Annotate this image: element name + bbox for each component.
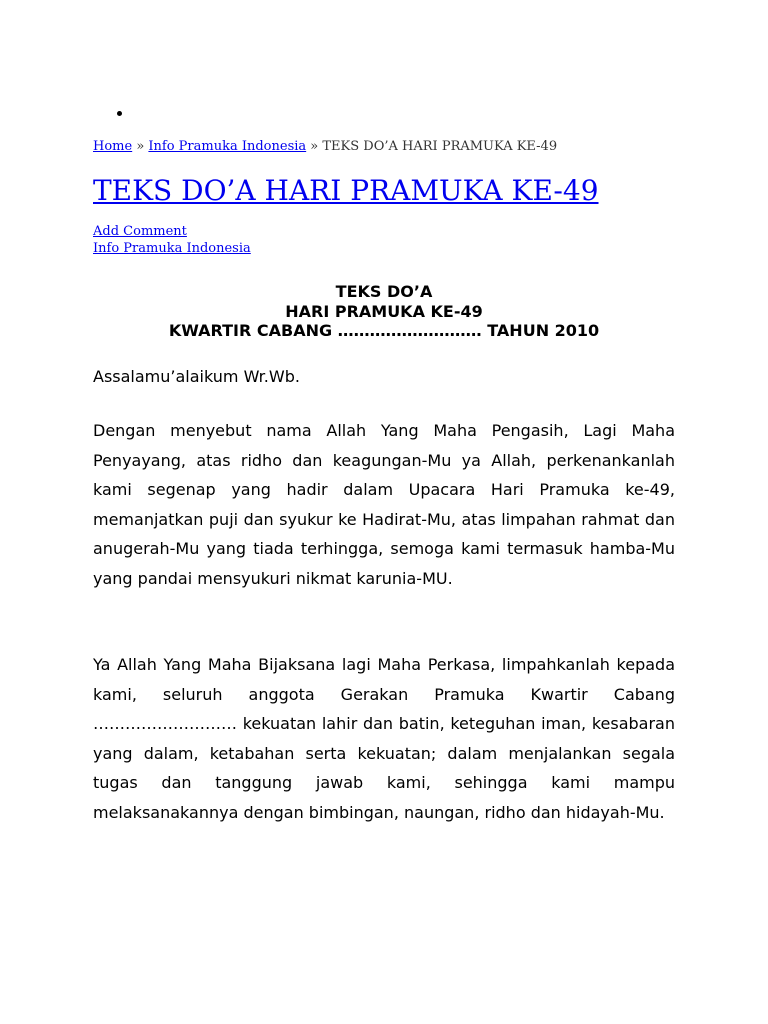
bullet-dot-icon (117, 111, 122, 116)
breadcrumb-current: TEKS DO’A HARI PRAMUKA KE-49 (322, 139, 558, 154)
heading-line-1: TEKS DO’A (335, 282, 433, 301)
post-title (93, 171, 599, 211)
heading-line-2: HARI PRAMUKA KE-49 (285, 301, 483, 321)
paragraph-1: Dengan menyebut nama Allah Yang Maha Pengasih, Lagi Maha Penyayang, atas ridho dan keagungan-Mu ya Allah, perkenankanlah kami segenap yang hadir dalam Upacara Hari Pramuka ke-49, memanjatkan puji dan syukur ke Hadirat-Mu, atas limpahan rahmat dan anugerah-Mu yang tiada terhingga, semoga kami termasuk hamba-Mu yang pandai mensyukuri nikmat karunia-MU. (93, 421, 675, 588)
add-comment-link[interactable]: Add Comment (93, 224, 187, 239)
breadcrumb-separator: » (132, 139, 149, 154)
post-title-link[interactable]: TEKS DO’A HARI PRAMUKA KE-49 (93, 174, 599, 207)
paragraph-2: Ya Allah Yang Maha Bijaksana lagi Maha Perkasa, limpahkanlah kepada kami, seluruh anggota Gerakan Pramuka Kwartir Cabang ……………………… kekuatan lahir dan batin, keteguhan iman, kesabaran yang dalam, ketabahan serta kekuatan; dalam menjalankan segala tugas dan tanggung jawab kami, sehingga kami mampu melaksanakannya dengan bimbingan, naungan, ridho dan hidayah-Mu. (93, 655, 675, 822)
breadcrumb-separator: » (306, 139, 323, 154)
greeting: Assalamu’alaikum Wr.Wb. (93, 367, 300, 386)
list-bullet (117, 104, 127, 118)
breadcrumb (93, 138, 557, 156)
post-meta (93, 223, 251, 257)
document-heading (93, 282, 675, 341)
category-link[interactable]: Info Pramuka Indonesia (93, 241, 251, 256)
heading-line-3: KWARTIR CABANG ……………………… TAHUN 2010 (168, 321, 600, 340)
breadcrumb-home-link[interactable]: Home (93, 139, 133, 154)
breadcrumb-category-link[interactable]: Info Pramuka Indonesia (148, 139, 307, 154)
